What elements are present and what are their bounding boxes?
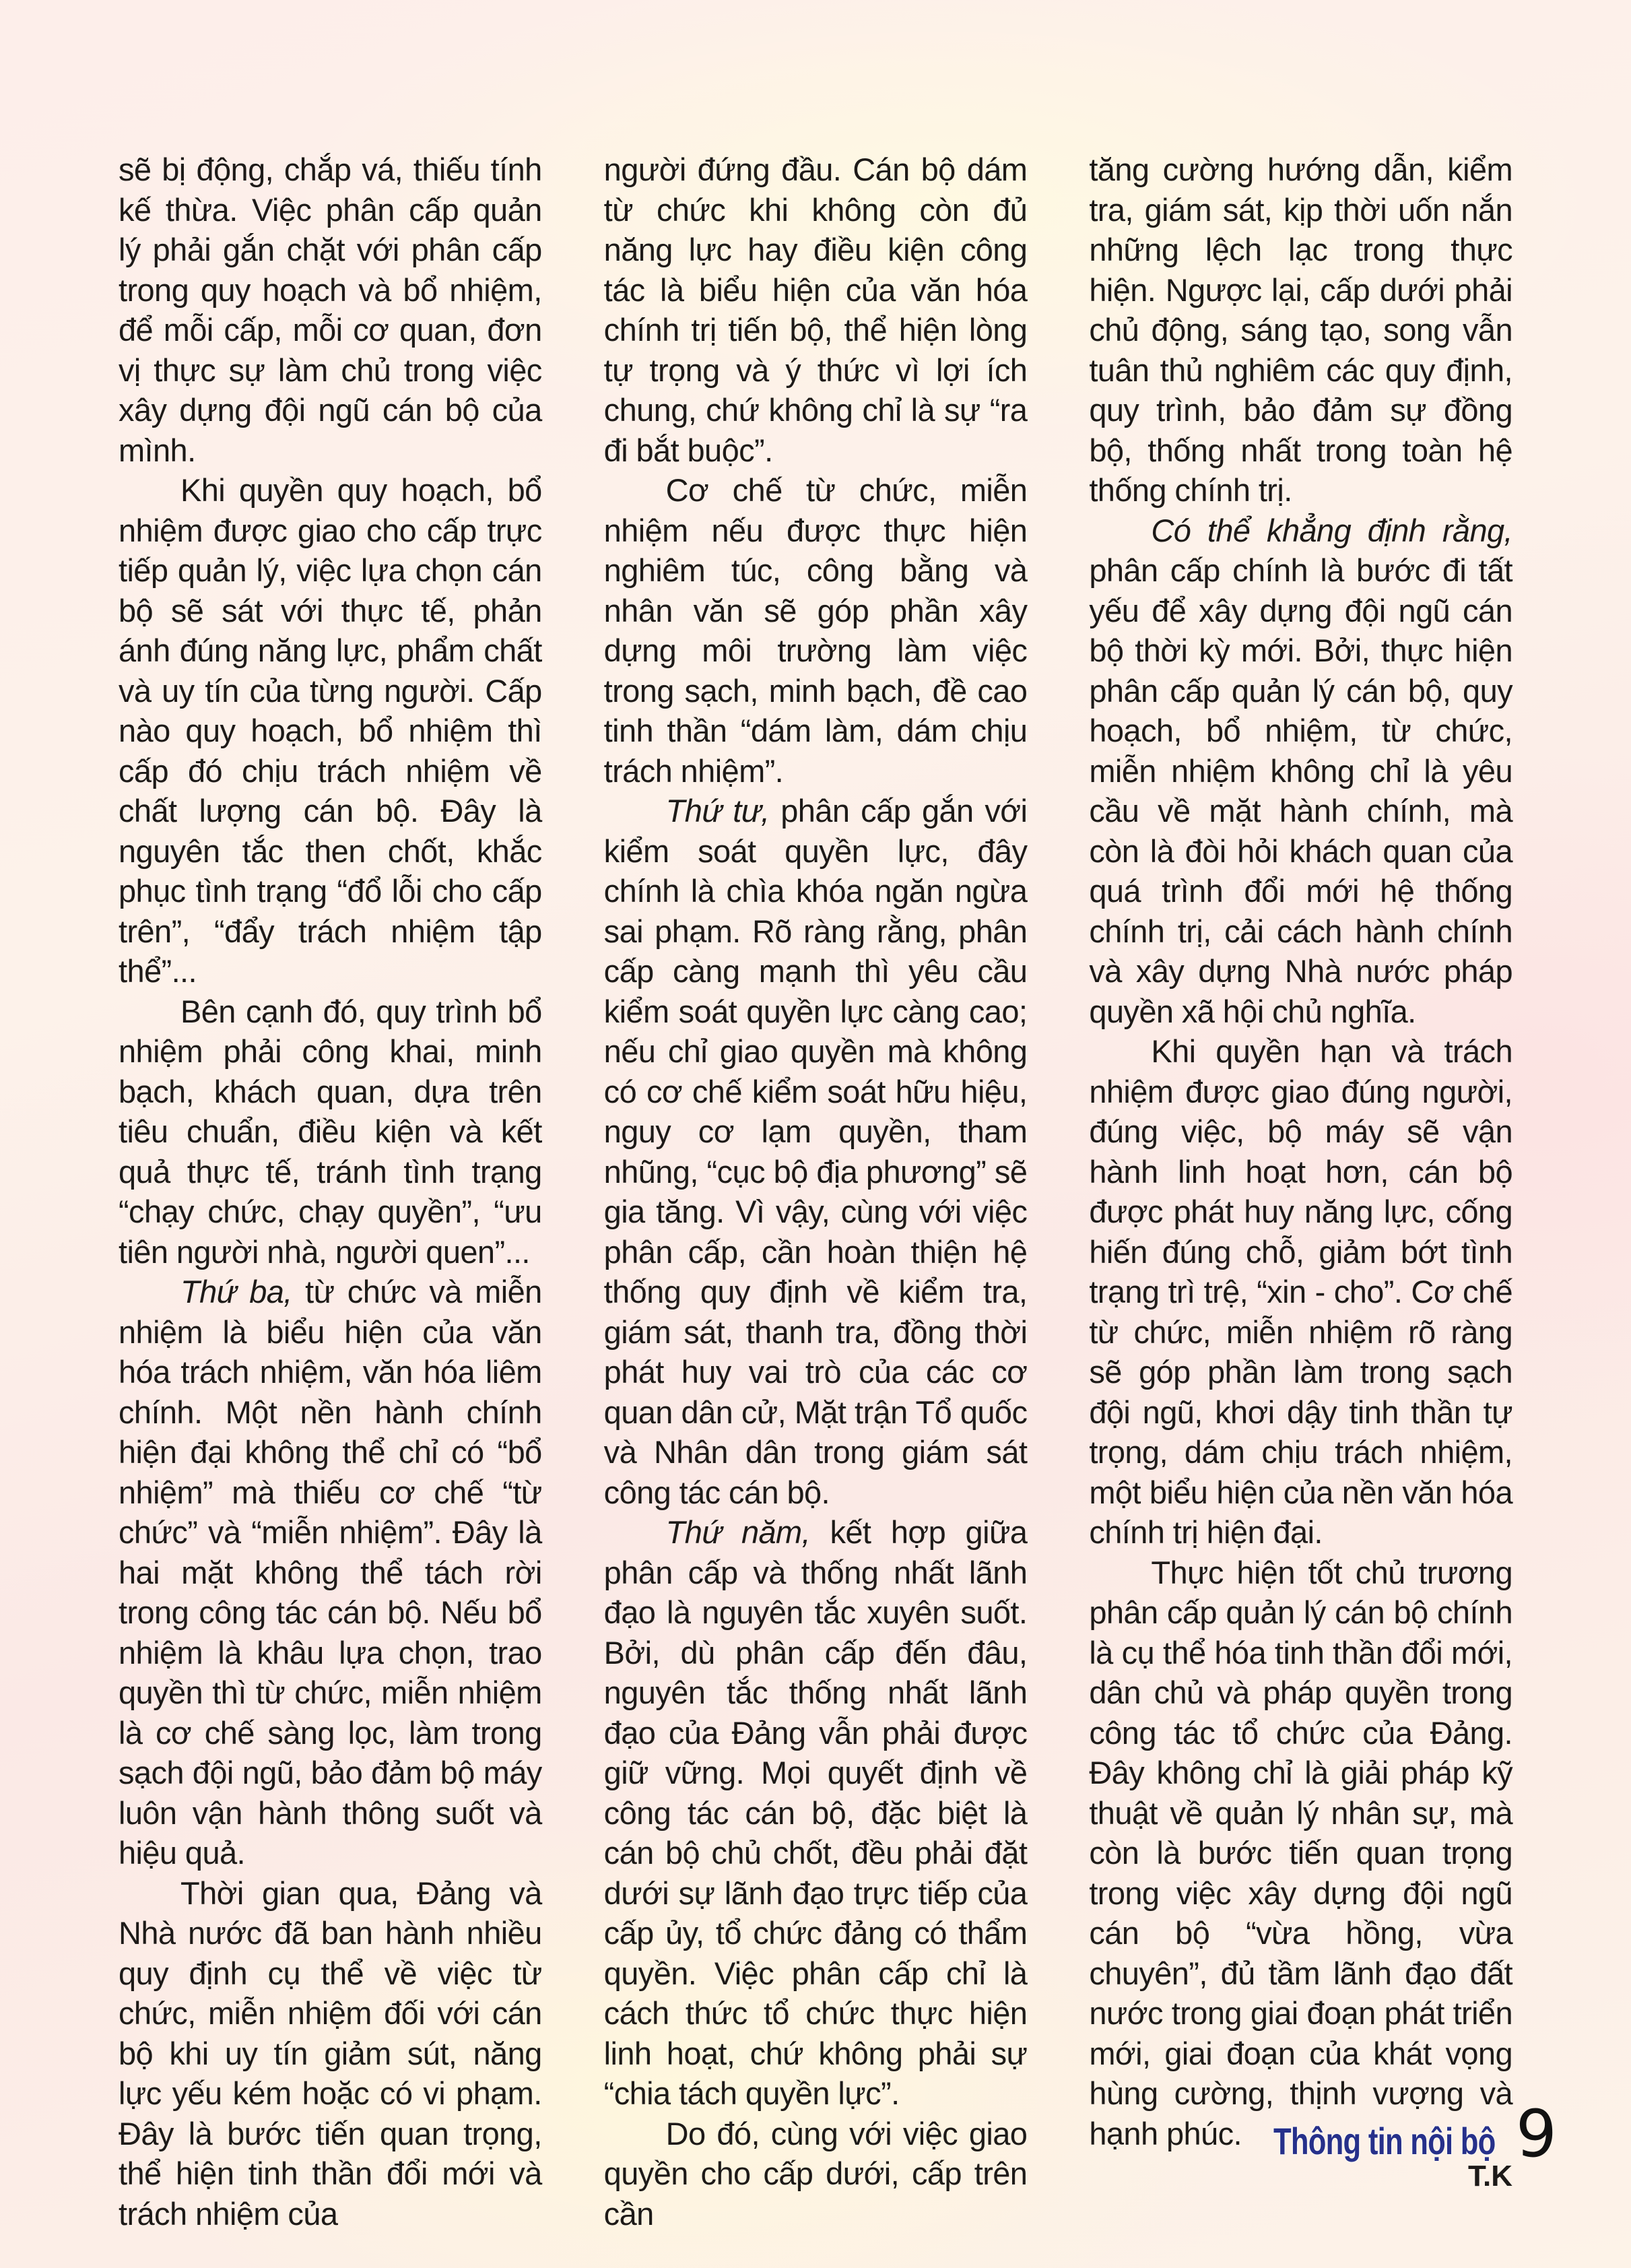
paragraph-text: sẽ bị động, chắp vá, thiếu tính kế thừa. Việc phân cấp quản lý phải gắn chặt với phân cấp trong quy hoạch và bổ nhiệm, để mỗi cấp, mỗi cơ quan, đơn vị thực sự làm chủ trong việc xây dựng đội ngũ cán bộ của mình. xyxy=(119,152,542,468)
paragraph-text: Khi quyền hạn và trách nhiệm được giao đúng người, đúng việc, bộ máy sẽ vận hành linh hoạt hơn, cán bộ được phát huy năng lực, cống hiến đúng chỗ, giảm bớt tình trạng trì trệ, “xin - cho”. Cơ chế từ chức, miễn nhiệm rõ ràng sẽ góp phần làm trong sạch đội ngũ, khơi dậy tinh thần tự trọng, dám chịu trách nhiệm, một biểu hiện của nền văn hóa chính trị hiện đại. xyxy=(1089,1033,1513,1550)
paragraph xyxy=(604,1512,1028,2114)
paragraph xyxy=(604,150,1028,470)
paragraph-text: tăng cường hướng dẫn, kiểm tra, giám sát, kịp thời uốn nắn những lệch lạc trong thực hiện. Ngược lại, cấp dưới phải chủ động, sáng tạo, song vẫn tuân thủ nghiêm các quy định, quy trình, bảo đảm sự đồng bộ, thống nhất trong toàn hệ thống chính trị. xyxy=(1089,152,1513,508)
paragraph xyxy=(119,992,542,1272)
page-footer xyxy=(1211,2096,1557,2172)
paragraph-lead: Thứ tư, xyxy=(665,793,770,829)
paragraph-text: từ chức và miễn nhiệm là biểu hiện của văn hóa trách nhiệm, văn hóa liêm chính. Một nền hành chính hiện đại không thể chỉ có “bổ nhiệm” mà thiếu cơ chế “từ chức” và “miễn nhiệm”. Đây là hai mặt không thể tách rời trong công tác cán bộ. Nếu bổ nhiệm là khâu lựa chọn, trao quyền thì từ chức, miễn nhiệm là cơ chế sàng lọc, làm trong sạch đội ngũ, bảo đảm bộ máy luôn vận hành thông suốt và hiệu quả. xyxy=(119,1274,542,1871)
paragraph xyxy=(604,791,1028,1512)
author-signature: T.K xyxy=(1468,2160,1513,2193)
paragraph xyxy=(119,470,542,992)
column-2 xyxy=(603,150,1028,2232)
paragraph-text: kết hợp giữa phân cấp và thống nhất lãnh đạo là nguyên tắc xuyên suốt. Bởi, dù phân cấp đến đâu, nguyên tắc thống nhất lãnh đạo của Đảng vẫn phải được giữ vững. Mọi quyết định về công tác cán bộ, đặc biệt là cán bộ chủ chốt, đều phải đặt dưới sự lãnh đạo trực tiếp của cấp ủy, tổ chức đảng có thẩm quyền. Việc phân cấp chỉ là cách thức tổ chức thực hiện linh hoạt, chứ không phải sự “chia tách quyền lực”. xyxy=(603,1514,1028,2111)
paragraph-text: Cơ chế từ chức, miễn nhiệm nếu được thực hiện nghiêm túc, công bằng và nhân văn sẽ góp phần xây dựng môi trường làm việc trong sạch, minh bạch, đề cao tinh thần “dám làm, dám chịu trách nhiệm”. xyxy=(603,472,1028,789)
paragraph-text: Do đó, cùng với việc giao quyền cho cấp dưới, cấp trên cần xyxy=(603,2115,1028,2232)
paragraph xyxy=(1089,150,1512,511)
paragraph xyxy=(119,150,542,470)
paragraph xyxy=(1089,511,1512,1032)
paragraph-text: phân cấp gắn với kiểm soát quyền lực, đây chính là chìa khóa ngăn ngừa sai phạm. Rõ ràng rằng, phân cấp càng mạnh thì yêu cầu kiểm soát quyền lực càng cao; nếu chỉ giao quyền mà không có cơ chế kiểm soát hữu hiệu, nguy cơ lạm quyền, tham nhũng, “cục bộ địa phương” sẽ gia tăng. Vì vậy, cùng với việc phân cấp, cần hoàn thiện hệ thống quy định về kiểm tra, giám sát, thanh tra, đồng thời phát huy vai trò của các cơ quan dân cử, Mặt trận Tổ quốc và Nhân dân trong giám sát công tác cán bộ. xyxy=(603,793,1028,1510)
paragraph xyxy=(119,1873,542,2234)
column-1 xyxy=(119,150,542,2232)
paragraph-text: Bên cạnh đó, quy trình bổ nhiệm phải công khai, minh bạch, khách quan, dựa trên tiêu chuẩn, điều kiện và kết quả thực tế, tránh tình trạng “chạy chức, chạy quyền”, “ưu tiên người nhà, người quen”... xyxy=(119,993,542,1270)
paragraph xyxy=(1089,1031,1512,1553)
paragraph xyxy=(1089,1553,1512,2154)
page-number: 9 xyxy=(1515,2096,1557,2172)
paragraph-text: Thực hiện tốt chủ trương phân cấp quản lý cán bộ chính là cụ thể hóa tinh thần đổi mới, dân chủ và pháp quyền trong công tác tổ chức của Đảng. Đây không chỉ là giải pháp kỹ thuật về quản lý nhân sự, mà còn là bước tiến quan trọng trong việc xây dựng đội ngũ cán bộ “vừa hồng, vừa chuyên”, đủ tầm lãnh đạo đất nước trong giai đoạn phát triển mới, giai đoạn của khát vọng hùng cường, thịnh vượng và hạnh phúc. xyxy=(1089,1554,1513,2151)
paragraph-lead: Có thể khẳng định rằng, xyxy=(1151,512,1513,548)
paragraph-text: người đứng đầu. Cán bộ dám từ chức khi không còn đủ năng lực hay điều kiện công tác là biểu hiện của văn hóa chính trị tiến bộ, thể hiện lòng tự trọng và ý thức vì lợi ích chung, chứ không chỉ là sự “ra đi bắt buộc”. xyxy=(603,152,1028,468)
paragraph xyxy=(119,1272,542,1873)
publication-name: Thông tin nội bộ xyxy=(1273,2120,1496,2162)
paragraph-lead: Thứ năm, xyxy=(665,1514,811,1550)
paragraph-lead: Thứ ba, xyxy=(180,1274,292,1309)
paragraph-text: Khi quyền quy hoạch, bổ nhiệm được giao cho cấp trực tiếp quản lý, việc lựa chọn cán bộ sẽ sát với thực tế, phản ánh đúng năng lực, phẩm chất và uy tín của từng người. Cấp nào quy hoạch, bổ nhiệm thì cấp đó chịu trách nhiệm về chất lượng cán bộ. Đây là nguyên tắc then chốt, khắc phục tình trạng “đổ lỗi cho cấp trên”, “đẩy trách nhiệm tập thể”... xyxy=(119,472,542,989)
paragraph-text: phân cấp chính là bước đi tất yếu để xây dựng đội ngũ cán bộ thời kỳ mới. Bởi, thực hiện phân cấp quản lý cán bộ, quy hoạch, bổ nhiệm, từ chức, miễn nhiệm không chỉ là yêu cầu về mặt hành chính, mà còn là đòi hỏi khách quan của quá trình đổi mới hệ thống chính trị, cải cách hành chính và xây dựng Nhà nước pháp quyền xã hội chủ nghĩa. xyxy=(1089,552,1513,1029)
paragraph-text: Thời gian qua, Đảng và Nhà nước đã ban hành nhiều quy định cụ thể về việc từ chức, miễn nhiệm đối với cán bộ khi uy tín giảm sút, năng lực yếu kém hoặc có vi phạm. Đây là bước tiến quan trọng, thể hiện tinh thần đổi mới và trách nhiệm của xyxy=(119,1875,542,2232)
paragraph xyxy=(604,470,1028,791)
paragraph xyxy=(604,2114,1028,2234)
